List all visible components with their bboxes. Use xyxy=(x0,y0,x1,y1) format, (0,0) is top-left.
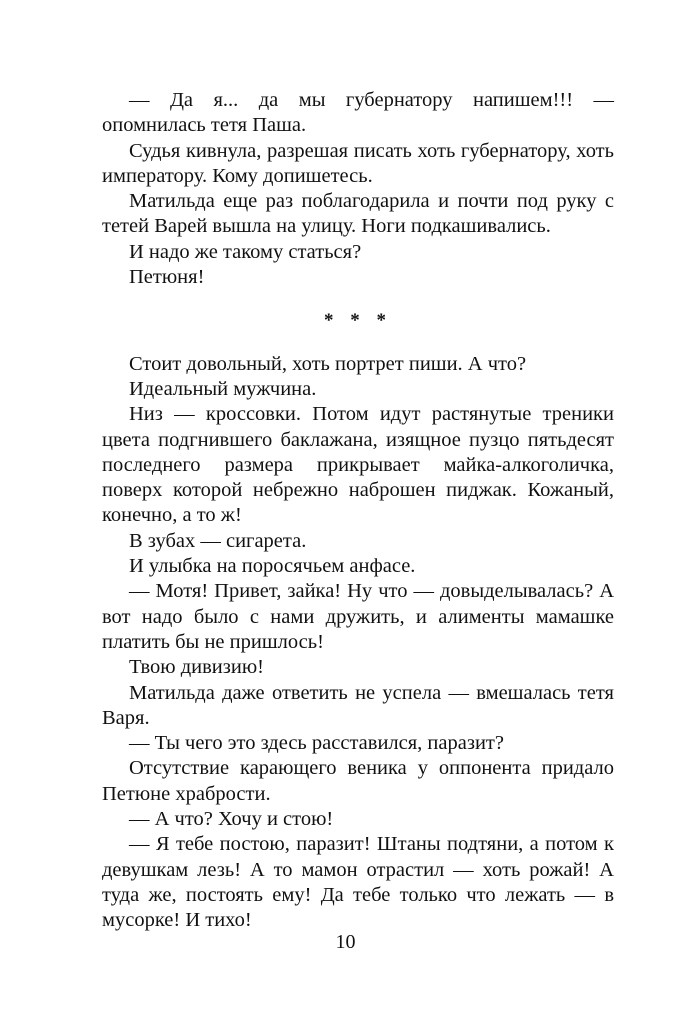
paragraph: В зубах — сигарета. xyxy=(129,529,307,552)
paragraph: Матильда еще раз поблагодарила и почти под руку с тетей Варей вышла на улицу. Ноги подкашивались. xyxy=(102,190,614,238)
section-separator: * * * xyxy=(324,310,392,332)
paragraph: Отсутствие карающего веника у оппонента придало Петюне храбрости. xyxy=(102,757,614,805)
paragraph: Стоит довольный, хоть портрет пиши. А что? xyxy=(129,352,527,375)
paragraph: Низ — кроссовки. Потом идут растянутые треники цвета подгнившего баклажана, изящное пузцо пятьдесят последнего размера прикрывает майка-алкоголичка, поверх которой небрежно наброшен пиджак. Кожаный, конечно, а то ж! xyxy=(102,403,614,527)
paragraph: И надо же такому статься? xyxy=(129,240,362,263)
paragraph: — А что? Хочу и стою! xyxy=(129,808,334,831)
paragraph: — Мотя! Привет, зайка! Ну что — довыделывалась? А вот надо было с нами дружить, и алименты мамашке платить бы не пришлось! xyxy=(102,580,614,653)
paragraph: Идеальный мужчина. xyxy=(129,377,317,400)
paragraph: И улыбка на поросячьем анфасе. xyxy=(129,555,416,578)
paragraph: — Я тебе постою, паразит! Штаны подтяни, а потом к девушкам лезь! А то мамон отрастил — хоть рожай! А туда же, постоять ему! Да тебе только что лежать — в мусорке! И тихо! xyxy=(102,833,614,932)
paragraph: — Ты чего это здесь расставился, паразит? xyxy=(129,732,504,755)
paragraph: Судья кивнула, разрешая писать хоть губернатору, хоть императору. Кому допишетесь. xyxy=(102,139,614,187)
paragraph: Матильда даже ответить не успела — вмешалась тетя Варя. xyxy=(102,681,614,729)
page-number: 10 xyxy=(335,931,356,953)
page-text xyxy=(102,88,614,934)
paragraph: Петюня! xyxy=(129,266,205,289)
paragraph: Твою дивизию! xyxy=(129,656,264,679)
paragraph: — Да я... да мы губернатору напишем!!! — опомнилась тетя Паша. xyxy=(102,89,614,137)
